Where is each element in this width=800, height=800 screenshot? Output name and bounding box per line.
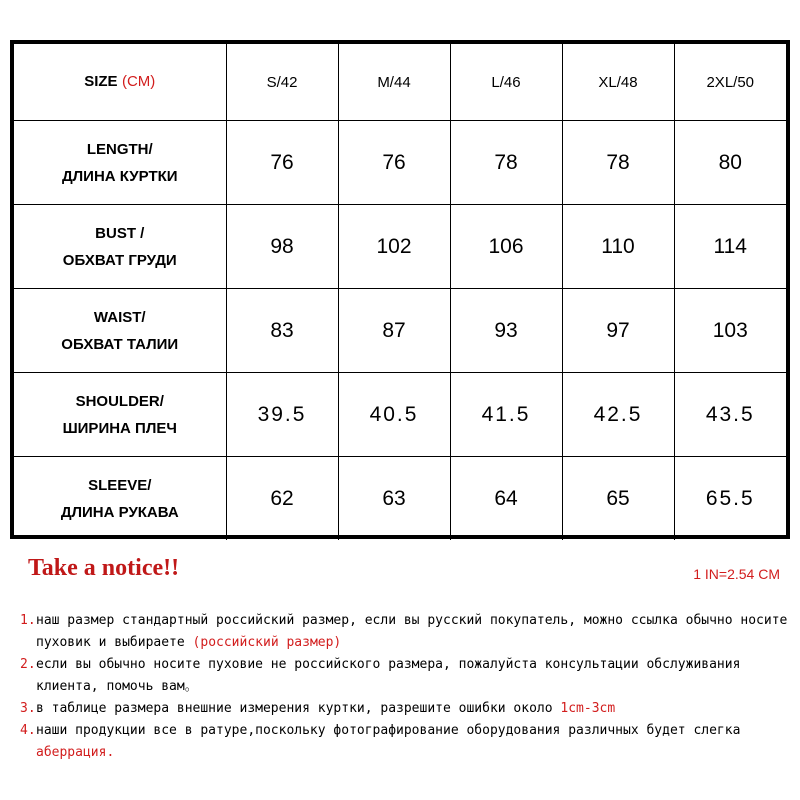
table-cell: 83 — [226, 289, 338, 373]
table-cell: 78 — [450, 121, 562, 205]
table-cell: 98 — [226, 205, 338, 289]
size-label: SIZE — [84, 73, 118, 90]
table-cell: 41.5 — [450, 373, 562, 457]
row-label-en: LENGTH/ — [86, 140, 153, 158]
table-cell: 102 — [338, 205, 450, 289]
size-unit: (CM) — [121, 73, 156, 90]
row-label-en: WAIST/ — [93, 308, 146, 326]
note-text — [36, 698, 790, 720]
row-label-ru: ШИРИНА ПЛЕЧ — [62, 419, 177, 437]
notice-title: Take a notice!! — [28, 555, 180, 581]
row-label-ru: ДЛИНА КУРТКИ — [61, 167, 178, 185]
row-label-en: BUST / — [95, 224, 145, 242]
note-highlight: 1cm-3cm — [560, 701, 616, 716]
table-cell: 106 — [450, 205, 562, 289]
notes-list — [20, 610, 790, 764]
table-cell: 93 — [450, 289, 562, 373]
row-label-en: SLEEVE/ — [88, 476, 152, 494]
list-item — [20, 610, 790, 654]
column-header: M/44 — [338, 44, 450, 121]
note-body: наш размер стандартный российский размер, если вы русский покупатель, можно ссылка обычно носите пуховик и выбираете — [36, 613, 788, 650]
size-table — [14, 44, 786, 540]
size-header-cell — [14, 44, 226, 121]
row-label-ru: ДЛИНА РУКАВА — [60, 503, 179, 521]
column-header: L/46 — [450, 44, 562, 121]
row-label — [14, 373, 226, 457]
table-cell: 42.5 — [562, 373, 674, 457]
note-highlight: (российский размер) — [192, 635, 342, 650]
table-row — [14, 457, 786, 541]
note-number: 2. — [20, 657, 36, 672]
note-number: 4. — [20, 723, 36, 738]
table-cell: 65 — [562, 457, 674, 541]
list-item — [20, 698, 790, 720]
table-row — [14, 121, 786, 205]
note-number: 3. — [20, 701, 36, 716]
table-cell: 65.5 — [674, 457, 786, 541]
note-text — [36, 654, 790, 698]
table-cell: 62 — [226, 457, 338, 541]
row-label-ru: ОБХВАТ ТАЛИИ — [61, 335, 179, 353]
table-cell: 78 — [562, 121, 674, 205]
table-cell: 110 — [562, 205, 674, 289]
header-row — [14, 44, 786, 121]
column-header: S/42 — [226, 44, 338, 121]
row-label — [14, 457, 226, 541]
table-row — [14, 205, 786, 289]
table-cell: 64 — [450, 457, 562, 541]
note-body: в таблице размера внешние измерения куртки, разрешите ошибки около — [36, 701, 561, 716]
note-body: если вы обычно носите пуховие не российского размера, пожалуйста консультации обслуживания клиента, помочь вам。 — [36, 657, 741, 694]
table-cell: 76 — [338, 121, 450, 205]
list-item — [20, 654, 790, 698]
size-chart — [10, 40, 790, 539]
table-cell: 80 — [674, 121, 786, 205]
table-cell: 114 — [674, 205, 786, 289]
table-row — [14, 289, 786, 373]
table-cell: 63 — [338, 457, 450, 541]
row-label — [14, 289, 226, 373]
row-label-ru: ОБХВАТ ГРУДИ — [62, 251, 177, 269]
column-header: 2XL/50 — [674, 44, 786, 121]
note-body: наши продукции все в ратуре,поскольку фотографирование оборудования различных будет слегка — [36, 723, 741, 738]
note-text — [36, 610, 790, 654]
note-text — [36, 720, 790, 764]
unit-conversion: 1 IN=2.54 CM — [693, 566, 780, 582]
table-cell: 103 — [674, 289, 786, 373]
table-cell: 43.5 — [674, 373, 786, 457]
row-label — [14, 205, 226, 289]
note-number: 1. — [20, 613, 36, 628]
table-row — [14, 373, 786, 457]
table-cell: 87 — [338, 289, 450, 373]
table-cell: 76 — [226, 121, 338, 205]
table-cell: 40.5 — [338, 373, 450, 457]
table-cell: 39.5 — [226, 373, 338, 457]
table-cell: 97 — [562, 289, 674, 373]
list-item — [20, 720, 790, 764]
row-label-en: SHOULDER/ — [75, 392, 164, 410]
row-label — [14, 121, 226, 205]
note-highlight: аберрация. — [36, 745, 115, 760]
column-header: XL/48 — [562, 44, 674, 121]
